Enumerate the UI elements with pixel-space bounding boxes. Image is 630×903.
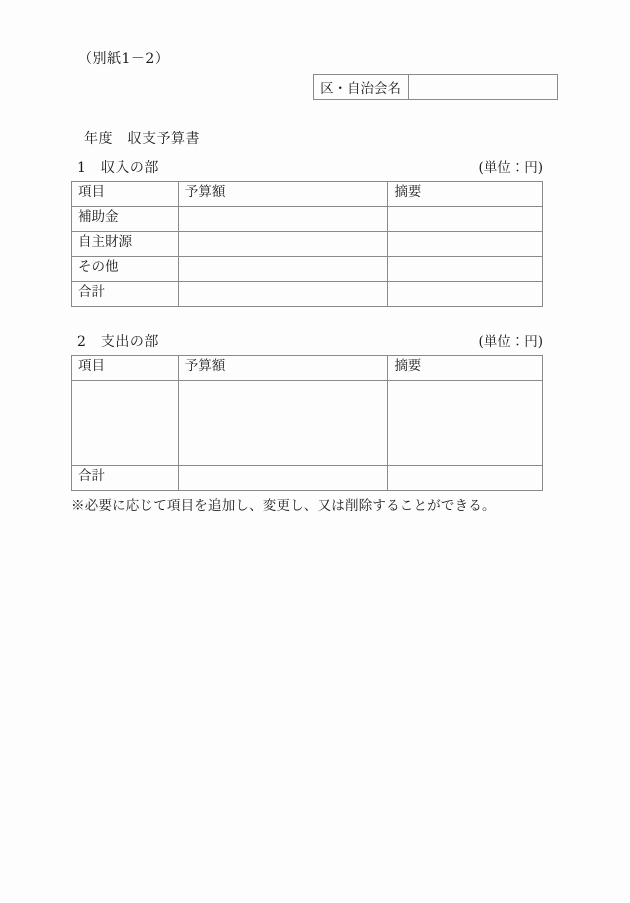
income-row-0-amount[interactable] [178,207,388,232]
form-number-label: （別紙1－2） [78,51,170,67]
income-section-heading: 1 収入の部 [77,160,159,176]
expense-section-heading: 2 支出の部 [77,334,159,350]
expense-blank-row [72,381,543,466]
expense-total-row [72,466,543,491]
table-row [72,207,543,232]
expense-total-amount[interactable] [178,466,388,491]
expense-blank-item[interactable] [72,381,179,466]
income-row-1-amount[interactable] [178,232,388,257]
income-section-header [71,156,543,177]
expense-section [71,330,543,491]
income-unit-note: (単位：円) [478,160,543,176]
expense-col-remark-header: 摘要 [388,356,543,381]
association-name-field [313,74,558,100]
expense-blank-remark[interactable] [388,381,543,466]
income-table [71,181,543,307]
table-row [72,257,543,282]
table-row [72,232,543,257]
page-title: 年度 収支予算書 [84,131,200,147]
income-row-2-amount[interactable] [178,257,388,282]
income-row-3-amount[interactable] [178,282,388,307]
income-row-0-remark[interactable] [388,207,543,232]
income-row-1-remark[interactable] [388,232,543,257]
income-col-amount-header: 予算額 [178,182,388,207]
income-section [71,156,543,307]
income-table-header-row [72,182,543,207]
association-name-label: 区・自治会名 [314,75,409,99]
association-name-input[interactable] [409,75,557,99]
income-row-0-item: 補助金 [72,207,179,232]
expense-blank-amount[interactable] [178,381,388,466]
income-col-item-header: 項目 [72,182,179,207]
footnote-text: ※必要に応じて項目を追加し、変更し、又は削除することができる。 [71,498,496,514]
expense-col-item-header: 項目 [72,356,179,381]
expense-table [71,355,543,491]
expense-unit-note: (単位：円) [478,334,543,350]
expense-table-header-row [72,356,543,381]
income-row-3-remark[interactable] [388,282,543,307]
income-col-remark-header: 摘要 [388,182,543,207]
income-row-2-remark[interactable] [388,257,543,282]
income-row-3-item: 合計 [72,282,179,307]
expense-section-header [71,330,543,351]
expense-total-remark[interactable] [388,466,543,491]
expense-total-item: 合計 [72,466,179,491]
expense-col-amount-header: 予算額 [178,356,388,381]
income-total-row [72,282,543,307]
income-row-1-item: 自主財源 [72,232,179,257]
income-row-2-item: その他 [72,257,179,282]
